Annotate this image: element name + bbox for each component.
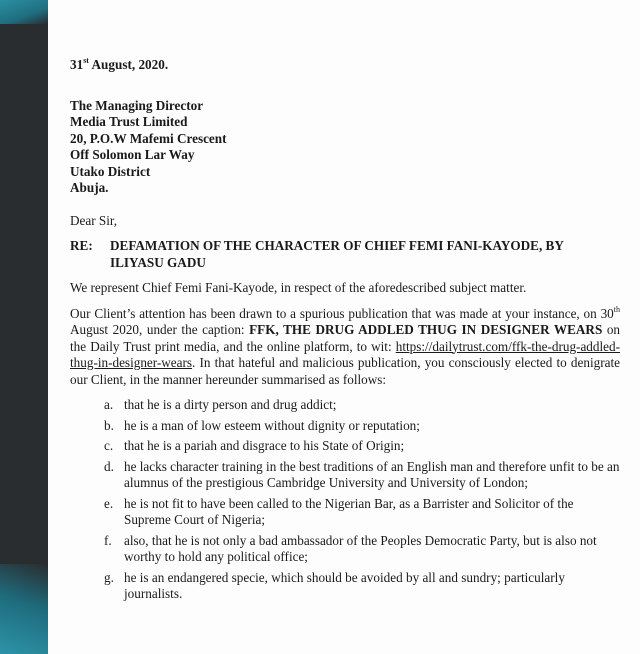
list-item: d. he lacks character training in the best traditions of an English man and therefore unfit to be an alumnus of the prestigious Cambridge University and University of London;	[104, 458, 620, 490]
subject-text: DEFAMATION OF THE CHARACTER OF CHIEF FEMI FANI-KAYODE, BY ILIYASU GADU	[110, 238, 564, 270]
address-line: 20, P.O.W Mafemi Crescent	[70, 130, 227, 146]
binder-accent-bottom	[0, 564, 48, 654]
allegations-list	[70, 397, 620, 603]
letter-date: 31st August, 2020.	[70, 56, 169, 72]
letter-body	[70, 57, 620, 607]
list-item: f. also, that he is not only a bad ambassador of the Peoples Democratic Party, but is also not worthy to hold any political office;	[104, 532, 597, 564]
paragraph-representation: We represent Chief Femi Fani-Kayode, in respect of the aforedescribed subject matter.	[70, 280, 527, 295]
list-item: b. he is a man of low esteem without dignity or reputation;	[104, 417, 420, 433]
list-item: e. he is not fit to have been called to the Nigerian Bar, as a Barrister and Solicitor of the Supreme Court of Nigeria;	[104, 495, 574, 527]
scan-edge	[0, 0, 48, 654]
recipient-address	[70, 98, 620, 197]
list-item: g. he is an endangered specie, which should be avoided by all and sundry; particularly journalists.	[104, 569, 565, 601]
list-item: c. that he is a pariah and disgrace to his State of Origin;	[104, 438, 405, 453]
article-link[interactable]: https://dailytrust.com/ffk-the-drug-addled-thug-in-designer-wears	[70, 338, 620, 370]
binder-accent-top	[0, 0, 48, 24]
salutation: Dear Sir,	[70, 212, 118, 228]
paragraph-publication: Our Client’s attention has been drawn to a spurious publication that was made at your instance, on 30th August 2020, under the caption: FFK, THE DRUG ADDLED THUG IN DESIGNER WEARS on the Daily Trust print media, and the online platform, to wit: https://dailytrust.com/ffk-the-drug-addled-thug-in-designer-wears. In that hateful and malicious publication, you consciously elected to denigrate our Client, in the manner hereunder summarised as follows:	[70, 304, 621, 387]
address-line: Abuja.	[70, 180, 109, 195]
address-line: The Managing Director	[70, 97, 204, 113]
article-caption: FFK, THE DRUG ADDLED THUG IN DESIGNER WEARS	[249, 322, 603, 337]
subject-line	[70, 238, 620, 271]
subject-label: RE:	[70, 238, 93, 253]
address-line: Off Solomon Lar Way	[70, 147, 195, 162]
address-line: Utako District	[70, 163, 151, 179]
address-line: Media Trust Limited	[70, 114, 188, 129]
list-item: a. that he is a dirty person and drug addict;	[104, 397, 337, 412]
